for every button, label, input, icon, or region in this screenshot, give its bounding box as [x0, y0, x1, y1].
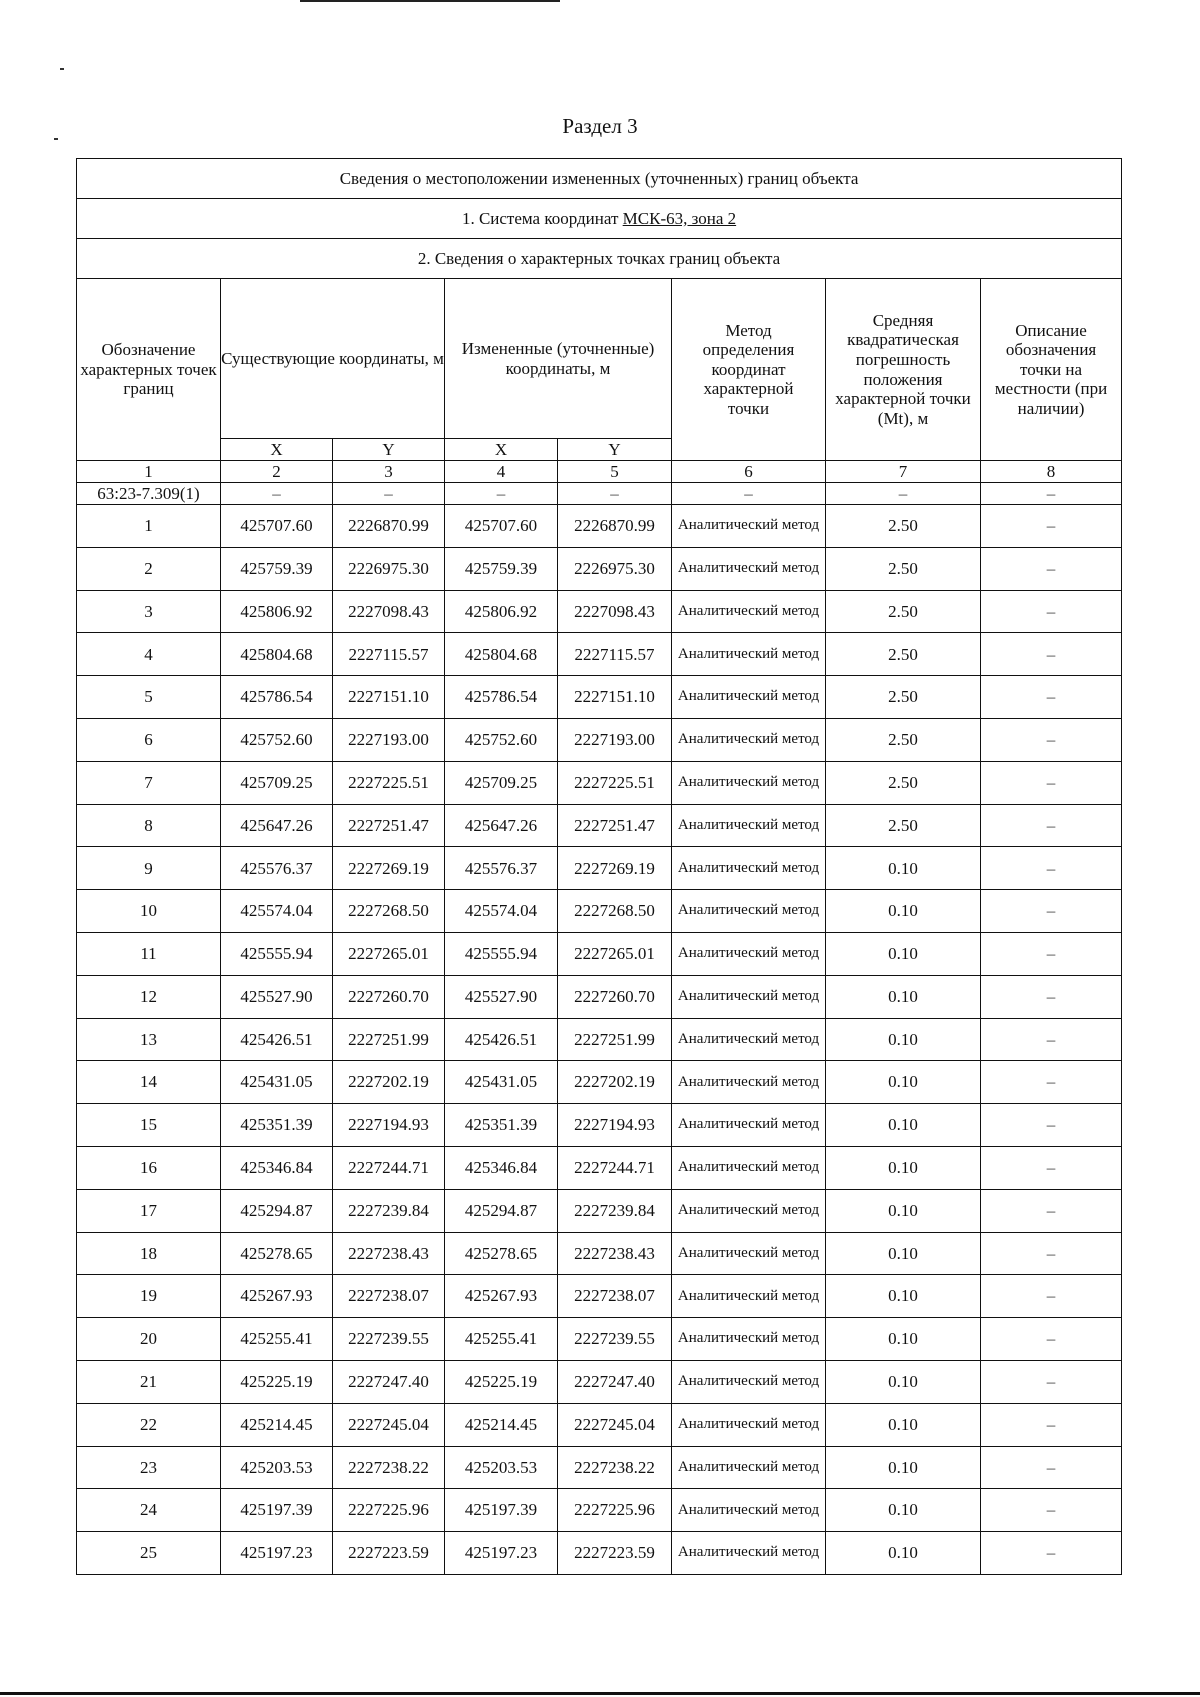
table-row — [77, 1403, 1122, 1446]
changed-y: 2227194.93 — [558, 1104, 672, 1147]
changed-y: 2227269.19 — [558, 847, 672, 890]
changed-x: 425351.39 — [445, 1104, 558, 1147]
changed-y: 2227115.57 — [558, 633, 672, 676]
changed-x: 425709.25 — [445, 761, 558, 804]
existing-x: 425576.37 — [221, 847, 333, 890]
point-number: 23 — [77, 1446, 221, 1489]
error-value: 0.10 — [826, 1104, 981, 1147]
dash-cell: – — [221, 483, 333, 505]
description-cell: – — [981, 1532, 1122, 1575]
method-cell: Аналитический метод — [672, 1146, 826, 1189]
changed-x: 425647.26 — [445, 804, 558, 847]
changed-x: 425197.23 — [445, 1532, 558, 1575]
column-number: 4 — [445, 461, 558, 483]
description-cell: – — [981, 1061, 1122, 1104]
method-cell: Аналитический метод — [672, 1275, 826, 1318]
column-number: 3 — [333, 461, 445, 483]
changed-y: 2227193.00 — [558, 718, 672, 761]
changed-y: 2227247.40 — [558, 1360, 672, 1403]
table-row — [77, 1446, 1122, 1489]
header-changed-x: X — [445, 439, 558, 461]
existing-x: 425647.26 — [221, 804, 333, 847]
changed-y: 2227238.07 — [558, 1275, 672, 1318]
description-cell: – — [981, 1146, 1122, 1189]
changed-x: 425806.92 — [445, 590, 558, 633]
changed-x: 425426.51 — [445, 1018, 558, 1061]
error-value: 0.10 — [826, 1360, 981, 1403]
existing-y: 2227265.01 — [333, 932, 445, 975]
error-value: 0.10 — [826, 1189, 981, 1232]
column-number: 8 — [981, 461, 1122, 483]
description-cell: – — [981, 1318, 1122, 1361]
table-row — [77, 547, 1122, 590]
description-cell: – — [981, 1232, 1122, 1275]
point-number: 14 — [77, 1061, 221, 1104]
changed-y: 2227245.04 — [558, 1403, 672, 1446]
changed-x: 425197.39 — [445, 1489, 558, 1532]
header-changed-coords: Измененные (уточненные) координаты, м — [445, 279, 672, 439]
existing-y: 2227269.19 — [333, 847, 445, 890]
method-cell: Аналитический метод — [672, 676, 826, 719]
error-value: 2.50 — [826, 547, 981, 590]
changed-x: 425214.45 — [445, 1403, 558, 1446]
description-cell: – — [981, 676, 1122, 719]
existing-x: 425197.39 — [221, 1489, 333, 1532]
description-cell: – — [981, 718, 1122, 761]
error-value: 2.50 — [826, 761, 981, 804]
existing-y: 2227202.19 — [333, 1061, 445, 1104]
description-cell: – — [981, 547, 1122, 590]
column-number: 1 — [77, 461, 221, 483]
column-number: 2 — [221, 461, 333, 483]
changed-y: 2227268.50 — [558, 890, 672, 933]
object-row — [77, 483, 1122, 505]
table-row — [77, 1018, 1122, 1061]
existing-y: 2227115.57 — [333, 633, 445, 676]
error-value: 0.10 — [826, 1018, 981, 1061]
changed-x: 425255.41 — [445, 1318, 558, 1361]
table-row — [77, 718, 1122, 761]
description-cell: – — [981, 1446, 1122, 1489]
point-number: 13 — [77, 1018, 221, 1061]
description-cell: – — [981, 1403, 1122, 1446]
error-value: 2.50 — [826, 718, 981, 761]
existing-y: 2227238.07 — [333, 1275, 445, 1318]
changed-y: 2227260.70 — [558, 975, 672, 1018]
error-value: 0.10 — [826, 1532, 981, 1575]
description-cell: – — [981, 847, 1122, 890]
changed-x: 425527.90 — [445, 975, 558, 1018]
point-number: 2 — [77, 547, 221, 590]
description-cell: – — [981, 975, 1122, 1018]
scan-mark — [60, 68, 64, 70]
error-value: 0.10 — [826, 1275, 981, 1318]
existing-x: 425255.41 — [221, 1318, 333, 1361]
existing-x: 425786.54 — [221, 676, 333, 719]
dash-cell: – — [981, 483, 1122, 505]
table-row — [77, 932, 1122, 975]
point-number: 6 — [77, 718, 221, 761]
table-row — [77, 1104, 1122, 1147]
existing-y: 2226975.30 — [333, 547, 445, 590]
method-cell: Аналитический метод — [672, 1104, 826, 1147]
table-caption: Сведения о местоположении измененных (уточненных) границ объекта — [77, 159, 1122, 199]
changed-x: 425294.87 — [445, 1189, 558, 1232]
header-error: Средняя квадратическая погрешность положения характерной точки (Мt), м — [826, 279, 981, 461]
changed-y: 2227225.96 — [558, 1489, 672, 1532]
table-row — [77, 1061, 1122, 1104]
existing-y: 2227098.43 — [333, 590, 445, 633]
description-cell: – — [981, 633, 1122, 676]
boundary-points-table — [76, 158, 1122, 1575]
error-value: 0.10 — [826, 1146, 981, 1189]
method-cell: Аналитический метод — [672, 1061, 826, 1104]
table-row — [77, 1275, 1122, 1318]
table-row — [77, 1318, 1122, 1361]
error-value: 2.50 — [826, 590, 981, 633]
existing-x: 425804.68 — [221, 633, 333, 676]
description-cell: – — [981, 1104, 1122, 1147]
existing-y: 2226870.99 — [333, 505, 445, 548]
point-number: 10 — [77, 890, 221, 933]
changed-x: 425707.60 — [445, 505, 558, 548]
table-row — [77, 1360, 1122, 1403]
method-cell: Аналитический метод — [672, 590, 826, 633]
point-number: 11 — [77, 932, 221, 975]
changed-x: 425278.65 — [445, 1232, 558, 1275]
error-value: 2.50 — [826, 804, 981, 847]
method-cell: Аналитический метод — [672, 1403, 826, 1446]
existing-x: 425527.90 — [221, 975, 333, 1018]
description-cell: – — [981, 505, 1122, 548]
point-number: 17 — [77, 1189, 221, 1232]
existing-x: 425707.60 — [221, 505, 333, 548]
existing-y: 2227225.51 — [333, 761, 445, 804]
table-row — [77, 804, 1122, 847]
section-title: Раздел 3 — [562, 114, 638, 138]
table-row — [77, 505, 1122, 548]
existing-x: 425759.39 — [221, 547, 333, 590]
changed-y: 2227238.22 — [558, 1446, 672, 1489]
point-number: 5 — [77, 676, 221, 719]
method-cell: Аналитический метод — [672, 1446, 826, 1489]
header-method: Метод определения координат характерной точки — [672, 279, 826, 461]
coord-system-value: МСК-63, зона 2 — [622, 208, 737, 228]
point-number: 1 — [77, 505, 221, 548]
table-row — [77, 633, 1122, 676]
error-value: 0.10 — [826, 1318, 981, 1361]
point-number: 19 — [77, 1275, 221, 1318]
existing-x: 425278.65 — [221, 1232, 333, 1275]
changed-x: 425346.84 — [445, 1146, 558, 1189]
error-value: 0.10 — [826, 1489, 981, 1532]
point-number: 12 — [77, 975, 221, 1018]
header-existing-y: Y — [333, 439, 445, 461]
error-value: 0.10 — [826, 1403, 981, 1446]
top-scan-line — [300, 0, 560, 2]
error-value: 0.10 — [826, 975, 981, 1018]
method-cell: Аналитический метод — [672, 718, 826, 761]
description-cell: – — [981, 761, 1122, 804]
table-row — [77, 1532, 1122, 1575]
changed-x: 425203.53 — [445, 1446, 558, 1489]
changed-y: 2227251.99 — [558, 1018, 672, 1061]
column-numbers-row — [77, 461, 1122, 483]
existing-x: 425806.92 — [221, 590, 333, 633]
description-cell: – — [981, 1189, 1122, 1232]
changed-x: 425267.93 — [445, 1275, 558, 1318]
existing-x: 425203.53 — [221, 1446, 333, 1489]
error-value: 0.10 — [826, 1232, 981, 1275]
table-row — [77, 761, 1122, 804]
changed-x: 425431.05 — [445, 1061, 558, 1104]
changed-x: 425574.04 — [445, 890, 558, 933]
existing-x: 425555.94 — [221, 932, 333, 975]
description-cell: – — [981, 1275, 1122, 1318]
existing-x: 425574.04 — [221, 890, 333, 933]
method-cell: Аналитический метод — [672, 1189, 826, 1232]
table-row — [77, 890, 1122, 933]
column-number: 6 — [672, 461, 826, 483]
method-cell: Аналитический метод — [672, 1232, 826, 1275]
table-row — [77, 590, 1122, 633]
existing-x: 425267.93 — [221, 1275, 333, 1318]
point-number: 8 — [77, 804, 221, 847]
method-cell: Аналитический метод — [672, 890, 826, 933]
table-row — [77, 676, 1122, 719]
column-number: 7 — [826, 461, 981, 483]
description-cell: – — [981, 1360, 1122, 1403]
existing-x: 425225.19 — [221, 1360, 333, 1403]
existing-x: 425214.45 — [221, 1403, 333, 1446]
existing-y: 2227225.96 — [333, 1489, 445, 1532]
existing-x: 425431.05 — [221, 1061, 333, 1104]
changed-y: 2227244.71 — [558, 1146, 672, 1189]
table-row — [77, 1489, 1122, 1532]
point-number: 7 — [77, 761, 221, 804]
existing-y: 2227239.84 — [333, 1189, 445, 1232]
existing-x: 425197.23 — [221, 1532, 333, 1575]
existing-y: 2227260.70 — [333, 975, 445, 1018]
description-cell: – — [981, 590, 1122, 633]
method-cell: Аналитический метод — [672, 761, 826, 804]
error-value: 0.10 — [826, 1061, 981, 1104]
header-existing-coords: Существующие координаты, м — [221, 279, 445, 439]
existing-y: 2227247.40 — [333, 1360, 445, 1403]
coord-system-line — [77, 199, 1122, 239]
coord-system-prefix: 1. Система координат — [461, 208, 619, 228]
existing-x: 425426.51 — [221, 1018, 333, 1061]
method-cell: Аналитический метод — [672, 932, 826, 975]
existing-y: 2227251.99 — [333, 1018, 445, 1061]
point-number: 4 — [77, 633, 221, 676]
method-cell: Аналитический метод — [672, 1360, 826, 1403]
method-cell: Аналитический метод — [672, 633, 826, 676]
changed-y: 2227239.55 — [558, 1318, 672, 1361]
dash-cell: – — [445, 483, 558, 505]
error-value: 0.10 — [826, 890, 981, 933]
point-number: 9 — [77, 847, 221, 890]
existing-y: 2227223.59 — [333, 1532, 445, 1575]
point-number: 24 — [77, 1489, 221, 1532]
description-cell: – — [981, 932, 1122, 975]
changed-y: 2226975.30 — [558, 547, 672, 590]
error-value: 2.50 — [826, 676, 981, 719]
method-cell: Аналитический метод — [672, 1018, 826, 1061]
existing-y: 2227151.10 — [333, 676, 445, 719]
bottom-scan-line — [0, 1692, 1200, 1695]
changed-x: 425225.19 — [445, 1360, 558, 1403]
existing-x: 425709.25 — [221, 761, 333, 804]
error-value: 0.10 — [826, 932, 981, 975]
description-cell: – — [981, 1018, 1122, 1061]
description-cell: – — [981, 804, 1122, 847]
method-cell: Аналитический метод — [672, 1532, 826, 1575]
point-number: 15 — [77, 1104, 221, 1147]
existing-y: 2227244.71 — [333, 1146, 445, 1189]
description-cell: – — [981, 890, 1122, 933]
changed-x: 425555.94 — [445, 932, 558, 975]
method-cell: Аналитический метод — [672, 804, 826, 847]
existing-y: 2227238.22 — [333, 1446, 445, 1489]
column-number: 5 — [558, 461, 672, 483]
point-number: 20 — [77, 1318, 221, 1361]
existing-y: 2227245.04 — [333, 1403, 445, 1446]
existing-x: 425294.87 — [221, 1189, 333, 1232]
points-heading: 2. Сведения о характерных точках границ объекта — [77, 239, 1122, 279]
existing-x: 425752.60 — [221, 718, 333, 761]
dash-cell: – — [333, 483, 445, 505]
header-description: Описание обозначения точки на местности (при наличии) — [981, 279, 1122, 461]
description-cell: – — [981, 1489, 1122, 1532]
header-existing-x: X — [221, 439, 333, 461]
point-number: 22 — [77, 1403, 221, 1446]
error-value: 0.10 — [826, 847, 981, 890]
method-cell: Аналитический метод — [672, 547, 826, 590]
existing-x: 425351.39 — [221, 1104, 333, 1147]
changed-y: 2227223.59 — [558, 1532, 672, 1575]
method-cell: Аналитический метод — [672, 847, 826, 890]
changed-x: 425752.60 — [445, 718, 558, 761]
header-changed-y: Y — [558, 439, 672, 461]
error-value: 2.50 — [826, 505, 981, 548]
point-number: 25 — [77, 1532, 221, 1575]
table-row — [77, 1146, 1122, 1189]
method-cell: Аналитический метод — [672, 505, 826, 548]
changed-y: 2227265.01 — [558, 932, 672, 975]
changed-x: 425786.54 — [445, 676, 558, 719]
existing-y: 2227251.47 — [333, 804, 445, 847]
point-number: 3 — [77, 590, 221, 633]
existing-y: 2227239.55 — [333, 1318, 445, 1361]
changed-x: 425759.39 — [445, 547, 558, 590]
point-number: 18 — [77, 1232, 221, 1275]
dash-cell: – — [672, 483, 826, 505]
existing-y: 2227268.50 — [333, 890, 445, 933]
method-cell: Аналитический метод — [672, 975, 826, 1018]
changed-y: 2227238.43 — [558, 1232, 672, 1275]
existing-y: 2227193.00 — [333, 718, 445, 761]
existing-y: 2227238.43 — [333, 1232, 445, 1275]
changed-y: 2227098.43 — [558, 590, 672, 633]
existing-x: 425346.84 — [221, 1146, 333, 1189]
table-row — [77, 975, 1122, 1018]
method-cell: Аналитический метод — [672, 1318, 826, 1361]
changed-y: 2227202.19 — [558, 1061, 672, 1104]
dash-cell: – — [558, 483, 672, 505]
dash-cell: – — [826, 483, 981, 505]
changed-y: 2227225.51 — [558, 761, 672, 804]
error-value: 0.10 — [826, 1446, 981, 1489]
object-id: 63:23-7.309(1) — [77, 483, 221, 505]
table-row — [77, 847, 1122, 890]
changed-x: 425804.68 — [445, 633, 558, 676]
existing-y: 2227194.93 — [333, 1104, 445, 1147]
error-value: 2.50 — [826, 633, 981, 676]
method-cell: Аналитический метод — [672, 1489, 826, 1532]
changed-y: 2227251.47 — [558, 804, 672, 847]
point-number: 21 — [77, 1360, 221, 1403]
changed-x: 425576.37 — [445, 847, 558, 890]
changed-y: 2227239.84 — [558, 1189, 672, 1232]
changed-y: 2227151.10 — [558, 676, 672, 719]
header-designation: Обозначение характерных точек границ — [77, 279, 221, 461]
point-number: 16 — [77, 1146, 221, 1189]
table-row — [77, 1189, 1122, 1232]
table-row — [77, 1232, 1122, 1275]
changed-y: 2226870.99 — [558, 505, 672, 548]
